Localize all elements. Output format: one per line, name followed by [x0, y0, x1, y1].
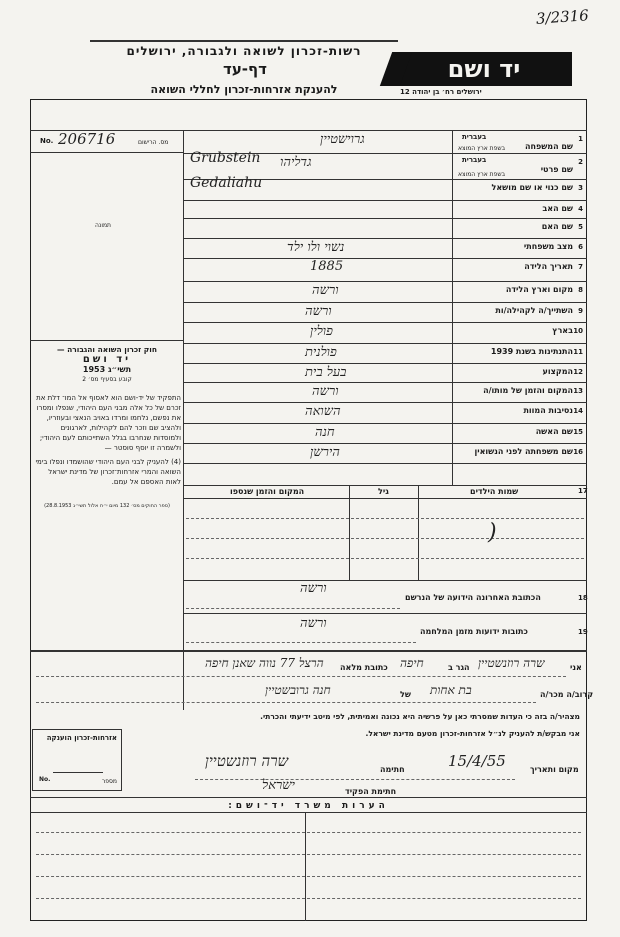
- law-title1: חוק זכרון השואה והגבורה —: [56, 345, 158, 354]
- field-label: שם האב: [542, 204, 573, 213]
- field-number: 7: [578, 263, 583, 271]
- children-row-line: [186, 538, 584, 539]
- yad-vashem-logo: יד ושם: [396, 52, 572, 86]
- field-sublabel-hebrew: בעברית: [462, 133, 487, 141]
- declarant-top-rule: [30, 650, 587, 652]
- relative-of-value: חנה גרובשטיין: [265, 683, 331, 697]
- notes-header: הערות משרד יד־ושם:: [228, 801, 389, 811]
- field-label: מצב משפחתי: [523, 242, 573, 251]
- page-number: 3/2316: [535, 6, 590, 28]
- last-address-line: [186, 608, 400, 609]
- statement: מצהיר/ה בזה כי העדות שמסרתי כאן על פרשיה היא נכונה ואמיתית, לפי מיטב ידיעתי והכרתי.: [260, 712, 580, 721]
- law-body1: התפקיד של יד-ושם הוא לאסוף אל המו־ דלת את זכרם של כל אלה מבני העם היהודי, שנפלו ומסרו את נפשם, נלחמו ומרדו באויב הנאצי ובעוזריו, ולהציב שם וזכר להם לקהילות, לארגונים ולמוסדות שנחרבו בגלל השתייכותם לעם היהודי; ולשמרה זו יוסף סוסטר —: [36, 394, 181, 452]
- field-value-16: הירשן: [310, 445, 340, 460]
- registration-label: מס. הרישום: [138, 139, 169, 146]
- declarant-city: חיפה: [400, 656, 424, 670]
- field-label: שם פרטי: [540, 165, 573, 174]
- registration-no-label: No.: [40, 137, 54, 145]
- field-label: המקום והזמן של מותו/ה: [483, 386, 573, 395]
- field-number: 1: [578, 135, 583, 143]
- field-number: 14: [573, 407, 583, 415]
- children-col-age: גיל: [378, 487, 389, 496]
- field-value-origin-2: Gedaliahu: [190, 175, 263, 191]
- place-date-value: 15/4/55: [448, 752, 506, 770]
- field-label: שם האשה: [535, 427, 573, 436]
- field-value-7: 1885: [310, 259, 344, 274]
- address-divider: [183, 613, 587, 614]
- official-signature-value: ישראל: [262, 778, 295, 793]
- field-number: 5: [578, 223, 583, 231]
- form-title: דף-עד: [223, 60, 267, 78]
- field-row-8: [452, 281, 587, 302]
- field-sublabel-origin: בשפת ארץ המוצא: [458, 171, 506, 178]
- registration-number: 206716: [58, 130, 116, 148]
- declarant-living-label: הגר ב: [448, 663, 470, 672]
- field-value-15: חנה: [315, 425, 335, 440]
- children-col-divider2: [418, 485, 419, 580]
- children-row-line: [186, 558, 584, 559]
- declarant-full-address-label: כתובת מלאה: [340, 663, 388, 672]
- field-number: 11: [573, 348, 583, 356]
- field-value-11: פולנית: [305, 345, 337, 360]
- law-title3: תשי״ג 1953: [82, 365, 132, 374]
- field-label: שם המשפחה: [524, 142, 573, 151]
- children-scribble: ): [488, 520, 497, 545]
- children-col-divider1: [349, 485, 350, 580]
- field-row-11: [452, 343, 587, 363]
- field-row-3: [452, 179, 587, 200]
- field-number: 6: [578, 243, 583, 251]
- field-value-12: בעל בית: [305, 365, 347, 380]
- signature-line: [195, 779, 515, 780]
- law-title4: קובע בסעיף מס׳ 2: [82, 376, 132, 383]
- header-rule: [90, 40, 398, 42]
- field-row-separator: [183, 463, 587, 464]
- request: אני מבקש/ת להעניק לנ״ל אזרחות-זכרון מטעם מדינת ישראל.: [365, 729, 580, 738]
- relation-of-label: של: [400, 690, 411, 699]
- org-title: רשות-זכרון לשואה ולגבורה, ירושלים: [126, 44, 362, 58]
- field-label: מקום וארץ הלידה: [505, 285, 573, 294]
- children-row-line: [186, 518, 584, 519]
- field-number: 9: [578, 307, 583, 315]
- notes-header-rule: [30, 812, 587, 813]
- stamp-title: אזרחות-זכרון הוענקה: [46, 734, 117, 742]
- field-row-14: [452, 402, 587, 423]
- place-date-label: מקום ותאריך: [530, 765, 579, 774]
- law-footer: (ספר החוקים מס׳ 132 מיום י״ח אלול תשי״ג 28.8.1953): [44, 503, 170, 509]
- field-label: התנתינות בשנת 1939: [490, 347, 573, 356]
- last-address-label: הכתובת האחרונה הידועה של הנרשם: [405, 593, 541, 602]
- notes-line: [36, 898, 581, 899]
- field-label: שם כנוי או שם מושאל: [491, 183, 573, 192]
- field-row-6: [452, 238, 587, 258]
- wartime-address-n: 19: [578, 628, 588, 636]
- field-label: בארץ: [552, 326, 573, 335]
- wartime-address-value: ורשה: [300, 616, 327, 631]
- field-label: תאריך הלידה: [524, 262, 573, 271]
- field-label: שם האם: [541, 222, 573, 231]
- field-number: 4: [578, 205, 583, 213]
- stamp-no-label: No.: [39, 776, 51, 783]
- children-table-bottom: [183, 580, 587, 581]
- declarant-name: שרה רוזנשטיין: [478, 656, 545, 670]
- field-label: המקצוע: [542, 367, 573, 376]
- children-col-name: שמות הילדים: [470, 487, 519, 496]
- field-value-origin-1: Grubstein: [190, 150, 261, 166]
- notes-center-divider: [305, 812, 306, 921]
- address: ירושלים רח׳ בן יהודה 12: [400, 88, 482, 96]
- last-address-value: ורשה: [300, 581, 327, 596]
- relation-label: קרוב/ה מכר/ה: [540, 690, 594, 699]
- field-number: 13: [573, 387, 583, 395]
- field-row-7: [452, 258, 587, 281]
- field-row-13: [452, 382, 587, 402]
- field-label: השתייך/ה לקהילה/ות: [495, 306, 573, 315]
- field-value-1: גרוישטיין: [320, 132, 365, 147]
- field-row-4: [452, 200, 587, 218]
- declarant-i-label: אני: [570, 663, 582, 672]
- field-row-1: [452, 130, 587, 153]
- field-row-12: [452, 363, 587, 382]
- photo-divider: [30, 340, 183, 341]
- field-value-14: השואה: [305, 404, 341, 419]
- notes-line: [36, 854, 581, 855]
- stamp-number-label: מספר: [101, 778, 117, 785]
- wartime-address-label: כתובות ידועות מזמן המלחמה: [420, 627, 528, 636]
- children-table-header-rule: [183, 498, 587, 499]
- field-row-9: [452, 302, 587, 322]
- wartime-address-line: [186, 642, 416, 643]
- form-subtitle: להענקת אזרחות-זכרון לחללי השואה: [150, 83, 338, 96]
- field-value-9: ורשה: [305, 304, 332, 319]
- declarant-line: [36, 676, 566, 677]
- notes-line: [36, 876, 581, 877]
- children-n: 17: [578, 487, 588, 495]
- field-number: 16: [573, 448, 583, 456]
- field-value-10: פולין: [310, 324, 333, 339]
- relation-line: [36, 702, 536, 703]
- stamp-line: [53, 772, 103, 773]
- signature-label: חתימה: [380, 765, 405, 774]
- registration-divider: [30, 152, 183, 153]
- field-label: נסיבות המוות: [523, 406, 573, 415]
- law-body2: (4) להעניק לבני העם היהודי שהושמדו ונפלו בימי השואה והמרי אזרחות־זכרון של מדינת ישראל לאות האספם אל עמם.: [35, 458, 181, 486]
- law-title2: יד ושם: [82, 354, 132, 365]
- field-row-15: [452, 423, 587, 443]
- last-address-n: 18: [578, 594, 588, 602]
- field-number: 2: [578, 158, 583, 166]
- field-number: 12: [573, 368, 583, 376]
- notes-line: [36, 832, 581, 833]
- field-row-10: [452, 322, 587, 343]
- field-value-6: נשוי ולו ילד: [287, 240, 345, 255]
- left-column-divider: [183, 130, 184, 710]
- field-number: 8: [578, 286, 583, 294]
- field-number: 15: [573, 428, 583, 436]
- field-number: 10: [573, 327, 583, 335]
- field-sublabel-hebrew: בעברית: [462, 156, 487, 164]
- signature-value: שרה רוזנשטיין: [205, 752, 289, 770]
- field-number: 3: [578, 184, 583, 192]
- field-row-16: [452, 443, 587, 463]
- field-value-2: גדליהו: [280, 155, 312, 170]
- stamp-box: [32, 729, 122, 791]
- photo-label: תמונה: [95, 222, 111, 229]
- field-row-5: [452, 218, 587, 238]
- declarant-full-address: הרצל 77 נווה שאנן חיפה: [205, 656, 324, 670]
- law-text: [33, 345, 181, 511]
- field-row-2: [452, 153, 587, 179]
- field-sublabel-origin: בשפת ארץ המוצא: [458, 145, 506, 152]
- official-signature-label: חתימת הפקיד: [345, 787, 397, 796]
- relation-value: בת אחות: [430, 683, 472, 697]
- children-table-top: [183, 485, 587, 486]
- field-label: שם משפחתה לפני הנשואין: [474, 447, 573, 456]
- field-value-13: ורשה: [312, 384, 339, 399]
- children-col-place: המקום והזמן שנספו: [230, 487, 305, 496]
- notes-top-rule: [30, 797, 587, 798]
- field-value-8: ורשה: [312, 283, 339, 298]
